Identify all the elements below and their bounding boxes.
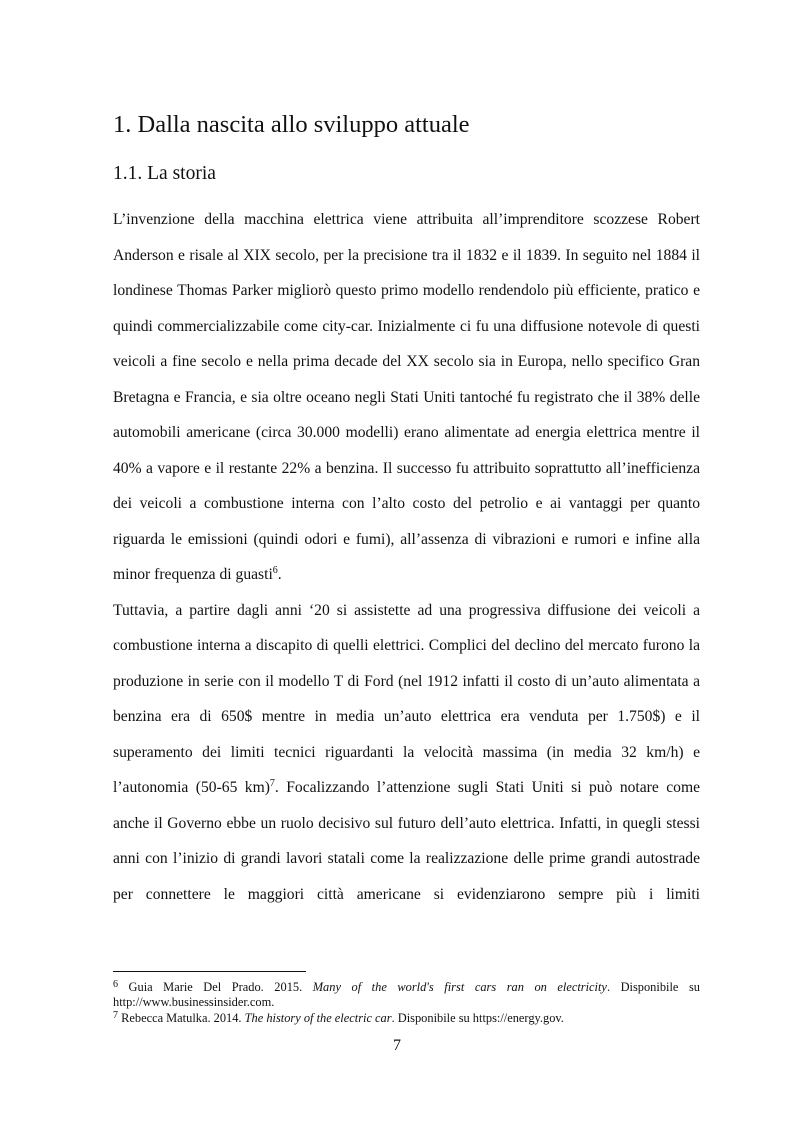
footnote-ref-7: 7: [269, 778, 275, 789]
paragraph-1-text: L’invenzione della macchina elettrica viene attribuita all’imprenditore scozzese Robert Anderson e risale al XIX secolo, per la precisione tra il 1832 e il 1839. In seguito nel 1884 il londinese Thomas Parker migliorò questo primo modello rendendolo più efficiente, pratico e quindi commercializzabile come city-car. Inizialmente ci fu una diffusione notevole di questi veicoli a fine secolo e nella prima decade del XX secolo sia in Europa, nello specifico Gran Bretagna e Francia, e sia oltre oceano negli Stati Uniti tantoché fu registrato che il 38% delle automobili americane (circa 30.000 modelli) erano alimentate ad energia elettrica mentre il 40% a vapore e il restante 22% a benzina. Il successo fu attribuito soprattutto all’inefficienza dei veicoli a combustione interna con l’alto costo del petrolio e ai vantaggi per quanto riguarda le emissioni (quindi odori e fumi), all’assenza di vibrazioni e rumori e infine alla minor frequenza di guasti: [113, 211, 700, 583]
footnote-suffix: . Disponibile su http://www.businessinsider.com.: [113, 980, 700, 1010]
footnote-number: 6: [113, 979, 118, 990]
footnote-ref-6: 6: [272, 565, 278, 576]
footnote-6: [113, 980, 700, 1011]
section-heading: 1.1. La storia: [113, 163, 216, 184]
footnote-prefix: Rebecca Matulka. 2014.: [121, 1010, 242, 1025]
paragraph-1: [113, 202, 700, 593]
footnote-prefix: Guia Marie Del Prado. 2015.: [128, 980, 303, 994]
paragraph-2-text-before: Tuttavia, a partire dagli anni ‘20 si assistette ad una progressiva diffusione dei veicoli a combustione interna a discapito di quelli elettrici. Complici del declino del mercato furono la produzione in serie con il modello T di Ford (nel 1912 infatti il costo di un’auto alimentata a benzina era di 650$ mentre in media un’auto elettrica era venduta per 1.750$) e il superamento dei limiti tecnici riguardanti la velocità massima (in media 32 km/h) e l’autonomia (50-65 km): [113, 601, 700, 796]
footnote-title: The history of the electric car: [244, 1010, 392, 1025]
footnotes: [113, 980, 700, 1026]
footnote-number: 7: [113, 1009, 118, 1021]
footnote-title: Many of the world's first cars ran on electricity: [312, 980, 607, 994]
page-number: 7: [393, 1037, 401, 1054]
paragraph-1-end: .: [277, 566, 282, 583]
chapter-heading: 1. Dalla nascita allo sviluppo attuale: [113, 111, 470, 138]
footnote-7: [113, 1011, 700, 1026]
paragraph-2-text-after: . Focalizzando l’attenzione sugli Stati Uniti si può notare come anche il Governo ebbe un ruolo decisivo sul futuro dell’auto elettrica. Infatti, in quegli stessi anni con l’inizio di grandi lavori statali come la realizzazione delle prime grandi autostrade per connettere le maggiori città americane si evidenziarono sempre più i limiti: [113, 779, 700, 903]
paragraph-2: [113, 593, 700, 913]
footnote-separator: [113, 971, 306, 972]
body-text: [113, 202, 700, 912]
footnote-suffix: . Disponibile su https://energy.gov.: [391, 1010, 564, 1025]
